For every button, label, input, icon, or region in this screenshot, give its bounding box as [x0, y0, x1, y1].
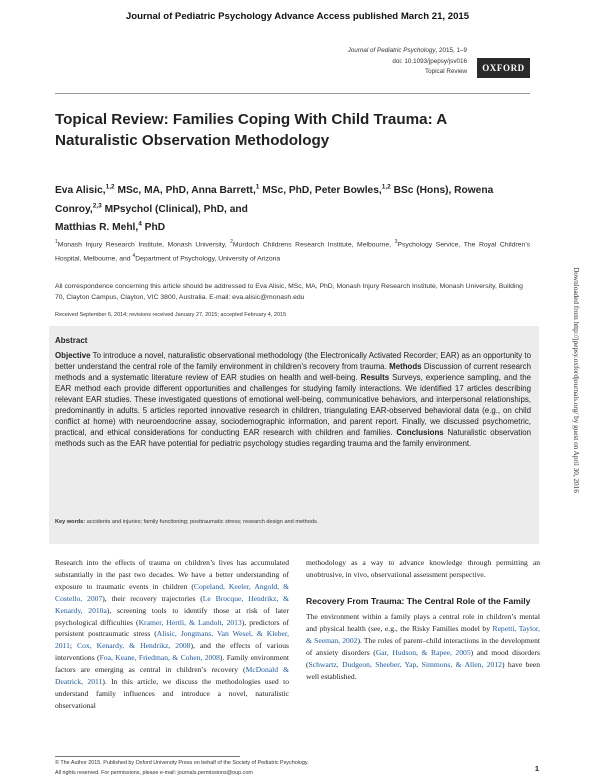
affiliations: $^1$Monash Injury Research Institute, Monash University, $^2$Murdoch Childrens Research Institute, Melbourne, $^3$Psychology Service, The Royal Children’s Hospital, Melbourne, and $^4$Department of Psychology, University of Arizona [55, 239, 531, 262]
keywords-label: Key words: [55, 519, 86, 525]
conclusions-text: Naturalistic observation methods such as the EAR have potential for pediatric psychology studies regarding trauma and the family environment. [55, 428, 531, 449]
right-intro-paragraph: methodology as a way to advance knowledge through permitting an unobtrusive, in vivo, observational assessment perspective. [306, 558, 540, 579]
body-text: ) and mood disorders ( [306, 648, 541, 669]
body-left-column [55, 557, 289, 712]
article-type: Topical Review [425, 68, 467, 75]
body-text: ), and the effects of various interventions ( [55, 641, 289, 663]
methods-text: Discussion of current research methods and a systematic literature review of EAR studies on health and well-being. [55, 362, 531, 383]
keywords [55, 519, 530, 525]
footer [55, 759, 309, 778]
doi[interactable]: doi: 10.1093/jpepsy/jsv016 [392, 57, 467, 65]
article-title: Topical Review: Families Coping With Child Trauma: A Naturalistic Observation Methodology [55, 111, 447, 149]
body-text: The environment within a family plays a central role in children’s mental and physical health (see, e.g., the Risky Families model by [306, 612, 540, 634]
citation-link[interactable]: Repetti, Taylor, & Seeman, 2002 [306, 624, 540, 646]
correspondence: All correspondence concerning this article should be addressed to Eva Alisic, MSc, MA, PhD, Monash Injury Research Institute, Monash University, Building 70, Clayton Campus, Clayton, VIC 3800, Australia. E-mail: eva.alisic@monash.edu [55, 283, 523, 302]
body-text: ; [69, 641, 78, 651]
methods-label: Methods [389, 362, 422, 372]
body-text: ). In this article, we discuss the methodologies used to understand family influences and introduce a novel, naturalistic observational [55, 677, 290, 710]
objective-text: To introduce a novel, naturalistic observational methodology (the Electronically Activated Recorder; EAR) as an opportunity to better understand the central role of the family environment in children’s recovery from trauma. [55, 351, 531, 372]
author-4: Rowena Conroy,$^{2,3}$ MPsychol (Clinical), PhD, and [55, 185, 494, 215]
citation-link[interactable]: Kramer, Hertli, & Landolt, 2013 [138, 617, 242, 627]
body-text: ), their recovery trajectories ( [102, 593, 203, 603]
oxford-logo: OXFORD [477, 58, 530, 78]
author-2: Anna Barrett,$^1$ MSc, PhD, [191, 184, 315, 197]
objective-label: Objective [55, 351, 91, 360]
results-text: Surveys, experience sampling, and the EAR method each provide different opportunities and challenges for studying family interactions. We identified 17 articles describing relevant EAR studies. These investigated questions of emotional well-being, communicative behaviors, and interpersonal relationships, predominantly in adults. 5 articles reported innovative research in children, triangulating EAR-observed behavioral data (e.g., on child conflict at home) with neuroendocrine assay, sociodemographic information, and parent report. Finally, we discussed psychometric, practical, and ethical considerations for conducting EAR research with children and families. [55, 373, 531, 438]
body-text: ). Family environment factors are emerging as central in children’s recovery ( [55, 653, 289, 675]
conclusions-label: Conclusions [396, 428, 444, 438]
results-label: Results [360, 373, 390, 383]
author-3: Peter Bowles,$^{1,2}$ BSc (Hons), [314, 184, 455, 197]
body-text: ) have been well established. [306, 659, 540, 681]
copyright: © The Author 2015. Published by Oxford University Press on behalf of the Society of Pediatric Psychology. [55, 760, 309, 766]
body-text: ), screening tools to identify those at risk of later psychological difficulties ( [55, 605, 289, 627]
citation-link[interactable]: Foa, Keane, Friedman, & Cohen, 2008 [99, 653, 220, 663]
footer-rule [55, 756, 240, 757]
citation-link[interactable]: McDonald & Deatrick, 2011 [55, 665, 289, 687]
citation-link[interactable]: Copeland, Keeler, Angold, & Costello, 2007 [55, 581, 289, 603]
authors [55, 181, 495, 236]
body-text: Research into the effects of trauma on children’s lives has accumulated substantially in the past two decades. We have a better understanding of exposure to traumatic events in children ( [55, 558, 289, 591]
citation: , 2015, 1–9 [435, 47, 467, 54]
citation-link[interactable]: Alisic, Jongmans, Van Wesel, & Kleber, 2011 [55, 629, 289, 651]
citation-link[interactable]: Le Brocque, Hendrikz, & Kenardy, 2010a [55, 593, 289, 615]
section-heading: Recovery From Trauma: The Central Role of the Family [306, 595, 531, 606]
citation-link[interactable]: Schwartz, Dudgeon, Sheeber, Yap, Simmons, & Allen, 2012 [308, 659, 502, 669]
citation-link[interactable]: Gar, Hudson, & Rapee, 2005 [375, 648, 471, 658]
abstract-heading: Abstract [55, 336, 88, 345]
right-paragraph [306, 611, 540, 682]
body-right-column [306, 557, 540, 683]
advance-access-banner: Journal of Pediatric Psychology Advance Access published March 21, 2015 [125, 11, 470, 22]
author-1: Eva Alisic,$^{1,2}$ MSc, MA, PhD, [55, 184, 192, 197]
journal-name: Journal of Pediatric Psychology [347, 47, 436, 54]
header-rule [55, 93, 530, 94]
permissions: All rights reserved. For permissions, please e-mail: journals.permissions@oup.com [55, 769, 253, 776]
citation-link[interactable]: Cox, Kenardy, & Hendrikz, 2008 [77, 641, 191, 651]
body-text: ), predictors of persistent posttraumatic stress ( [55, 617, 289, 639]
body-text: ). The roles of parent–child interactions in the development of anxiety disorders ( [306, 636, 541, 658]
page-number: 1 [534, 764, 539, 773]
received-dates: Received September 6, 2014; revisions received January 27, 2015; accepted February 4, 2015 [55, 312, 287, 318]
abstract-body [55, 350, 531, 449]
author-5: Matthias R. Mehl,$^4$ PhD [55, 220, 166, 233]
journal-meta [348, 46, 467, 78]
keywords-text: accidents and injuries; family functioning; posttraumatic stress; research design and methods. [85, 519, 319, 525]
